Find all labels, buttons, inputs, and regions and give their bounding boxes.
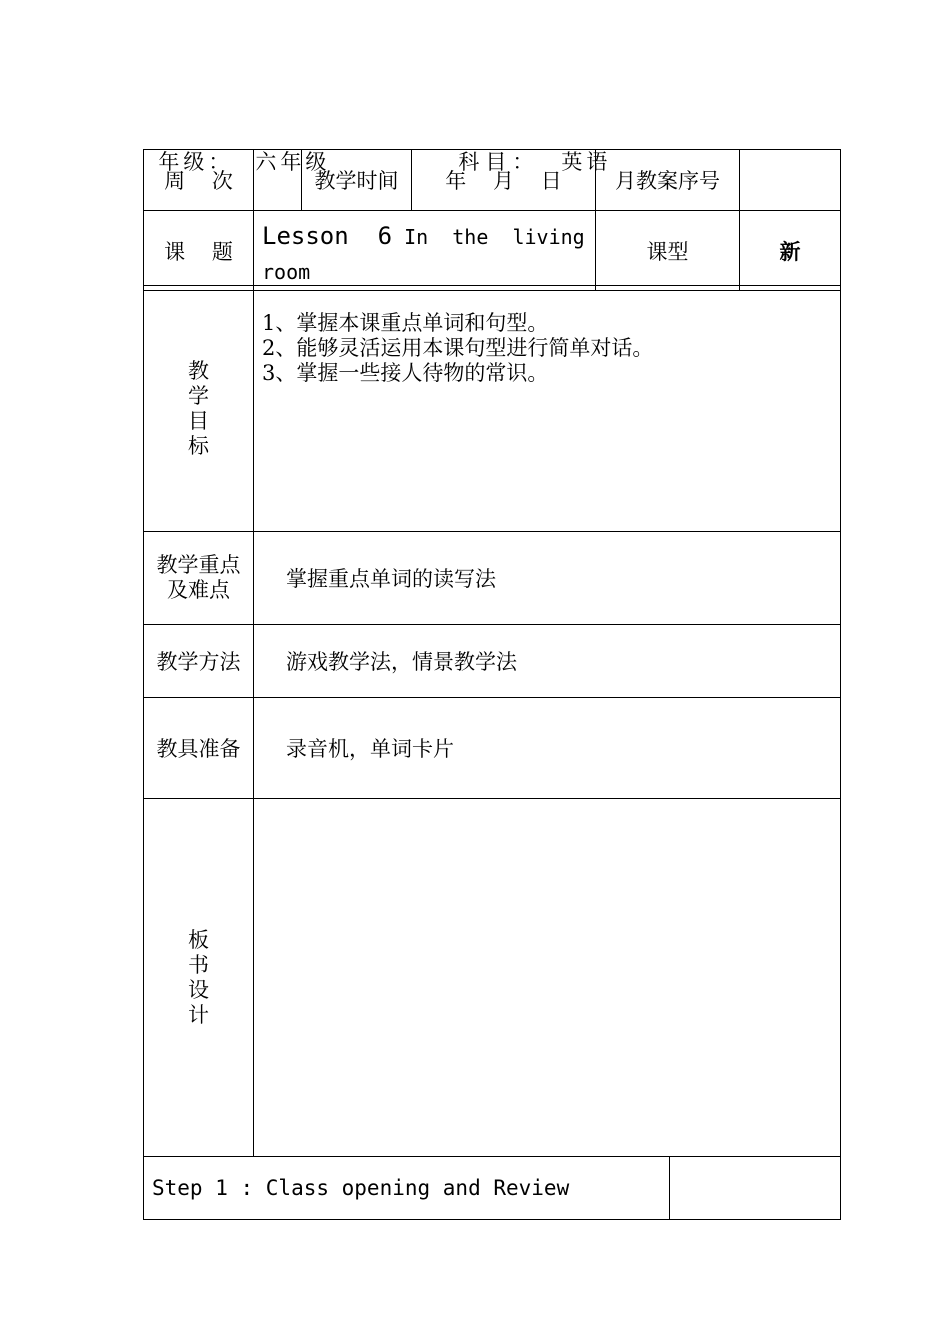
subject-value: 英语 xyxy=(561,150,612,174)
grade-label: 年级： xyxy=(158,150,234,174)
date-cell: 年 月 日 xyxy=(412,150,596,211)
teaching-time-label: 教学时间 xyxy=(302,150,412,211)
methods-value: 游戏教学法，情景教学法 xyxy=(254,625,841,698)
tools-label: 教具准备 xyxy=(144,698,254,799)
lesson-title: Lesson 6 In the living room xyxy=(254,211,596,291)
monthly-plan-seq-value xyxy=(740,150,841,211)
board-design-label: 板 书 设 计 xyxy=(144,799,254,1157)
lesson-plan-body-table xyxy=(143,285,841,1157)
objectives-label: 教 学 目 标 xyxy=(144,286,254,532)
grade-value: 六年级 xyxy=(255,150,331,174)
subject-label: 科目： xyxy=(458,150,540,174)
lesson-type-value: 新 xyxy=(740,211,841,291)
tools-value: 录音机，单词卡片 xyxy=(254,698,841,799)
step-1-title: Step 1 : Class opening and Review xyxy=(144,1157,670,1220)
objective-item: 3、掌握一些接人待物的常识。 xyxy=(262,361,549,385)
methods-label: 教学方法 xyxy=(144,625,254,698)
lesson-plan-header-table xyxy=(143,149,841,291)
week-label: 周 次 xyxy=(144,150,254,211)
week-value xyxy=(254,150,302,211)
objectives-list xyxy=(254,286,841,532)
key-points-label: 教学重点 及难点 xyxy=(144,532,254,625)
lesson-type-label: 课型 xyxy=(596,211,740,291)
board-design-area xyxy=(254,799,841,1157)
step-1-side-cell xyxy=(670,1157,841,1220)
key-points-value: 掌握重点单词的读写法 xyxy=(254,532,841,625)
topic-label: 课 题 xyxy=(144,211,254,291)
objective-item: 2、能够灵活运用本课句型进行简单对话。 xyxy=(262,336,654,360)
monthly-plan-seq-label: 月教案序号 xyxy=(596,150,740,211)
lesson-step-table xyxy=(143,1156,841,1220)
objective-item: 1、掌握本课重点单词和句型。 xyxy=(262,311,549,335)
